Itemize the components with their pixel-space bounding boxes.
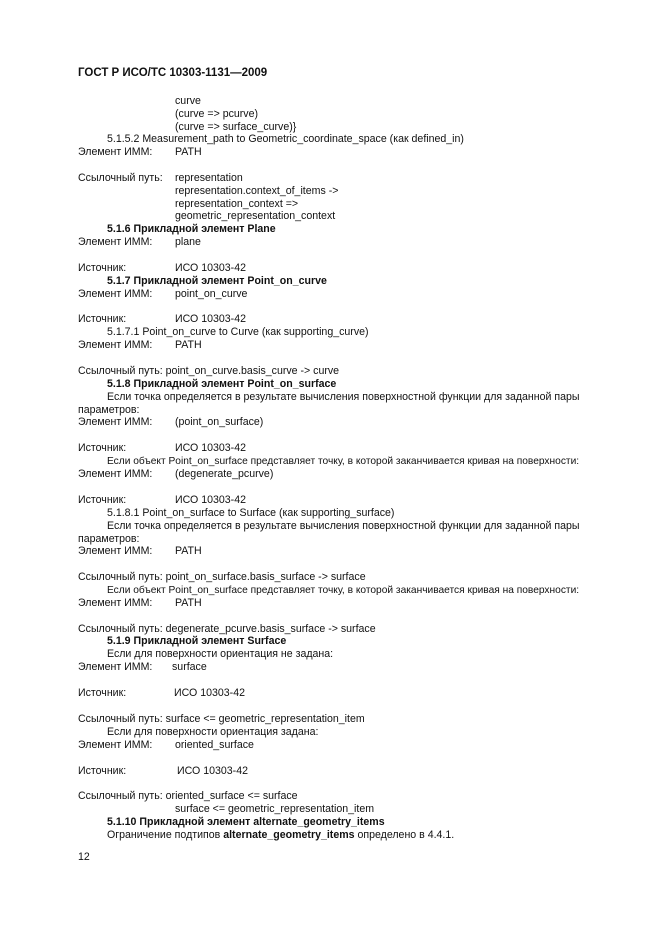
field-value: point_on_curve: [175, 288, 248, 300]
field-value: representation: [175, 172, 243, 184]
field-value: PATH: [175, 339, 202, 351]
field-label: Элемент ИММ:: [78, 739, 153, 751]
field-label: Источник:: [78, 494, 127, 506]
field-label: Источник:: [78, 687, 127, 699]
field-value: PATH: [175, 146, 202, 158]
paragraph-line: [107, 829, 454, 842]
subsection-heading: 5.1.8.1 Point_on_surface to Surface (как supporting_surface): [107, 507, 395, 519]
paragraph-line: Если точка определяется в результате вычисления поверхностной функции для заданной пары: [107, 391, 580, 403]
field-value: ИСО 10303-42: [175, 494, 246, 506]
reference-path: Ссылочный путь: oriented_surface <= surface: [78, 790, 298, 802]
section-heading: 5.1.10 Прикладной элемент alternate_geometry_items: [107, 816, 385, 828]
paragraph-line: Если объект Point_on_surface представляет точку, в которой заканчивается кривая на поверхности:: [107, 585, 580, 596]
paragraph-text: Ограничение подтипов: [107, 829, 224, 841]
reference-path: Ссылочный путь: point_on_curve.basis_curve -> curve: [78, 365, 340, 377]
field-label: Элемент ИММ:: [78, 236, 153, 248]
field-value: oriented_surface: [175, 739, 254, 751]
paragraph-line: параметров:: [78, 533, 140, 545]
code-line: surface <= geometric_representation_item: [175, 803, 375, 815]
section-heading: 5.1.9 Прикладной элемент Surface: [107, 635, 287, 647]
field-label: Элемент ИММ:: [78, 339, 153, 351]
section-heading: 5.1.6 Прикладной элемент Plane: [107, 223, 276, 235]
field-label: Элемент ИММ:: [78, 146, 153, 158]
code-line: (curve => surface_curve)}: [175, 121, 297, 133]
paragraph-bold-term: alternate_geometry_items: [223, 829, 355, 841]
field-value: PATH: [175, 545, 202, 557]
field-value: ИСО 10303-42: [175, 313, 246, 325]
field-label: Элемент ИММ:: [78, 661, 153, 673]
field-label: Элемент ИММ:: [78, 416, 153, 428]
field-value: PATH: [175, 597, 202, 609]
field-value: ИСО 10303-42: [174, 687, 245, 699]
section-heading: 5.1.7 Прикладной элемент Point_on_curve: [107, 275, 327, 287]
code-line: geometric_representation_context: [175, 210, 336, 222]
code-line: (curve => pcurve): [175, 108, 259, 120]
field-label: Ссылочный путь:: [78, 172, 163, 184]
subsection-heading: 5.1.7.1 Point_on_curve to Curve (как supporting_curve): [107, 326, 369, 338]
paragraph-line: параметров:: [78, 404, 140, 416]
reference-path: Ссылочный путь: point_on_surface.basis_surface -> surface: [78, 571, 366, 583]
field-label: Источник:: [78, 262, 127, 274]
field-label: Элемент ИММ:: [78, 468, 153, 480]
document-header: ГОСТ Р ИСО/ТС 10303-1131—2009: [78, 67, 268, 79]
field-label: Элемент ИММ:: [78, 545, 153, 557]
field-value: (degenerate_pcurve): [175, 468, 274, 480]
paragraph-line: Если объект Point_on_surface представляет точку, в которой заканчивается кривая на поверхности:: [107, 456, 580, 467]
field-value: ИСО 10303-42: [175, 262, 246, 274]
field-value: plane: [175, 236, 201, 248]
field-label: Элемент ИММ:: [78, 597, 153, 609]
paragraph-line: Если для поверхности ориентация не задана:: [107, 648, 334, 660]
section-heading: 5.1.8 Прикладной элемент Point_on_surface: [107, 378, 337, 390]
paragraph-line: Если для поверхности ориентация задана:: [107, 726, 319, 738]
code-line: representation.context_of_items ->: [175, 185, 339, 197]
field-value: (point_on_surface): [175, 416, 264, 428]
field-label: Источник:: [78, 442, 127, 454]
code-line: curve: [175, 95, 201, 107]
field-value: surface: [172, 661, 207, 673]
reference-path: Ссылочный путь: surface <= geometric_representation_item: [78, 713, 365, 725]
field-label: Элемент ИММ:: [78, 288, 153, 300]
code-line: representation_context =>: [175, 198, 299, 210]
paragraph-line: Если точка определяется в результате вычисления поверхностной функции для заданной пары: [107, 520, 580, 532]
paragraph-text: определено в 4.4.1.: [354, 829, 455, 841]
field-value: ИСО 10303-42: [175, 442, 246, 454]
field-label: Источник:: [78, 765, 127, 777]
field-value: ИСО 10303-42: [177, 765, 248, 777]
field-label: Источник:: [78, 313, 127, 325]
reference-path: Ссылочный путь: degenerate_pcurve.basis_surface -> surface: [78, 623, 376, 635]
page-number: 12: [78, 851, 90, 863]
subsection-heading: 5.1.5.2 Measurement_path to Geometric_coordinate_space (как defined_in): [107, 133, 464, 145]
